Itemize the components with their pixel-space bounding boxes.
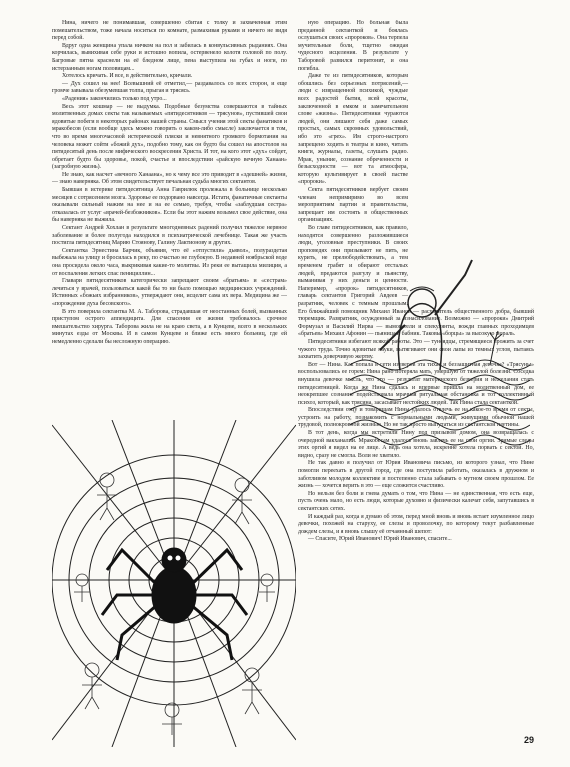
paragraph: Вдруг одна женщина упала ничком на пол и забилась в конвульсивных рыданиях. Она корчилась, вывихивая себе руки и истошно вопила, остервенело колотя головой по полу. Багровые пятна краснели на её бледном лице, пена выступила на губах и ноги, по истерзанным ногам половицам...	[52, 42, 287, 72]
paragraph: — Дух сошел на нее! Всевышний её отметил,— раздавалось со всех сторон, и еще громче завывала обезумевшая толпа, прыгая и трясясь.	[52, 80, 287, 95]
page-number: 29	[523, 735, 534, 745]
paragraph: Бывшая в истерике пятидесятница Анна Гаврилюк пролежала в больнице несколько месяцев с сотрясением мозга. Здоровье ее подорвано навсегда. Истати, фанатичные сектанты оказывали сильный нажим на нее и на ее семью, требуя, чтобы «заблудшая сестра» отказалась от услуг «врачей-безбожников». Если бы этот нажим возымел свое действие, она бы наверняка не выжила.	[52, 187, 287, 224]
paragraph: Нина, ничего не понимавшая, совершенно сбитая с толку и захваченная этим помешательством, тоже начала носиться по комнате, размахивая руками и ничего не видя перед собой.	[52, 20, 287, 42]
paragraph: — Спасите, Юрий Иванович! Юрий Иванович, спасите...	[308, 536, 452, 543]
paragraph: Главари пятидесятников категорически запрещают своим «братьям» и «сестрам» лечиться у врачей, пользоваться какой бы то ни было помощью медицинских учреждений. Истинных «божьих избранников», утверждают они, исцелит сама их вера. Медицина же — «порождение духа бесовского».	[52, 278, 287, 307]
paragraph: В это поверила сектантка М. А. Таборова, страдавшая от неостанных болей, вызванных приступом острого аппендицита. Для спасения ее жизни требовалось срочное вмешательство хирурга. Таборова жила не на краю света, а в Кунцеве, всего в нескольких минутах езды от Москвы. И в самом Кунцеве и ближе есть много больниц, где ей немедленно сделали бы несложную операцию.	[52, 308, 287, 345]
paragraph: И каждый раз, когда я думаю об этом, перед мной вновь и вновь встает изумленное лицо девочки, похожей на старуху, ее слезы и проволочку, по которому текут разбавленные дождем слезы, и я вновь слышу её отчаянный шепот:	[298, 513, 534, 535]
paragraph: Не знаю, как насчет «вечного Ханаана», но к чему все это приводит в «здешней» жизни,— знаю наверняка. Об этом свидетельствует печальная судьба многих сектантов.	[52, 171, 287, 186]
paragraph: Во главе пятидесятников, как правило, находятся совершенно разложившиеся люди, уголовные преступники. В своих проповедях они призывают не пить, не курить, не прелюбодействовать, а тем временем грабят и обирают отсталых людей, предаются разгулу и пьянству, выманивая у них деньги и ценности. Напеример, «пророк» пятидесятников, главарь сектантов Григорий Авдеев — разратник, человек с темным прошлым. Его ближайший помощник Михаил Иванов — расхититель общественного добра, бывший тюремщик. Развратник, осужденный за изнасилование. Возможно — «пророки» Дмитрий Формузал и Василий Нирва — вымогатели и спекулянты, вожди главных проходимцев «братьев» Михаил Афонин — пьяница и бабник. Таковы «борцы» за высокую мораль.	[298, 225, 534, 338]
drowning-person-illustration	[350, 255, 530, 450]
paragraph: Не так давно я получил от Юрия Ивановича письмо, из которого узнал, что Нине помогли переехать в другой город, где она поступила работать, оказалась в дружном и заботливом молодом коллективе и постепенно стала забывать о мутном своем прошлом. Ее жизнь — хочется верить в это — еще сложится счастливо.	[298, 460, 534, 490]
paragraph: Но нельзя без боли и гнева думать о том, что Нина — не единственная, что есть еще, пусть очень мало, но есть люди, которые духовно и физически калечат себя, запутавшись в сектантских сетях.	[298, 490, 534, 512]
paragraph: «Радения» закончились только под утро...	[62, 95, 167, 102]
spider-web-illustration	[52, 420, 296, 747]
paragraph: В тот день, когда мы встретили Нину под призывом домом, она возвращалась с очередной вакханалии. Мракобесам удалось вновь завлечь ее на свои оргии. Зримые следы этих оргий я видел на ее лице. А ведь она хотела, искренне хотела порвать с сектой. Но, видно, сразу не смогла. Воли не хватило.	[298, 430, 534, 459]
paragraph: Хотелось кричать. И все, в действительно, кричали.	[62, 73, 193, 80]
left-text-column	[52, 20, 287, 420]
paragraph: Пятидесятники избегают всякой работы. Это — тунеядцы, стремящиеся прожить за счет чужого труда. Точно ядовитые пауки, вытягивают они свои лапы из темных углов, пытаясь захватить доверчивую жертву.	[298, 338, 534, 361]
paragraph: Вот — Нина. Как попала в сети изуверов эта тихая и беззащитная девочка? «Трясуны» воспользовались ее горем: Нина рано потеряла мать, умершую от тяжелой болезни. Соседка внушила девочке мысль, что это — результат материнского безверия и нежелания стать пятидесятницей. Когда же Нина сдалась и впервые пришла на молитвенный дом, ее неокрепшее сознание подействовала мрачная ритуальная обстановка и тот коллективный психоз, который, как трясина, засасывает нестойких людей. Так Нина стала сектанткой.	[298, 361, 534, 406]
paragraph: Секта пятидесятников вербует своим членам непримиримо во всем мероприятиям партии и правительства, запрещает им состоять в общественных организациях.	[298, 187, 408, 224]
paragraph: Впоследствии отцу и товарищам Нины удалось отвлечь ее на какое-то время от секты, устроить на работу, познакомить с нормальными людьми, живущими обычной нашей трудовой, полнокровной жизнью. Но не так просто выпутаться из сектантской паутины.	[298, 407, 534, 429]
paragraph: Весь этот кошмар — не выдумка. Подобные безумства совершаются в тайных молитвенных домах секты так называемых «пятидесятников — трясунов», пустившей свои ядовитые побеги в некоторых районах нашей страны. Смысл учения этой секты фанатиков и мракобесов (если вообще здесь можно говорить о каком-либо смысле) заключается в том, что во время многочасовой истерической пляски и невнятного громкого бормотания на человека может сойти «божий дух», подобно тому, как он будто бы сошел на апостолов на пятидесятый день после мифического воскресения Христа. И тот, на кого этот «дух» сойдет, обретает будто бы здоровье, покой, счастье и впоследствии «райскую вечную Ханаан» (загробную жизнь).	[52, 103, 287, 171]
paragraph: Сектант Андрей Хохлан в результате многодневных радений получил тяжелое нервное заболевание и более полугода находился в психиатрической лечебнице. Такая же участь постигла пятидесятниц Марию Стоянову, Галину Лактионову и других.	[52, 225, 287, 247]
paragraph: ную операцию. Но больная была преданной сектанткой и боялась ослушаться своих «пророков». Она терпела мучительные боли, тщетно ожидая чудесного исцеления. В результате у Таборовой развился перитонит, и она погибла.	[298, 20, 408, 72]
paragraph: Сектантка Эрнестина Барчик, объявив, что её «отпустили» дьявол», полураздетая выбежала на улицу и бросилась в реку, по счастью не глубокую. В недавней ноябрьской воде она просидела около часа, выкрикивая какие-то молитвы. Из реки ее вытащила милиция, а от воспаления легких спас пенициллин...	[52, 247, 287, 277]
paragraph: Даже те из пятидесятников, которым обошлись без серьезных потрясений,— люди с извращенной психикой, чуждые всех радостей бытия, всей красоты, заключенной в емком и замечательном слове «жизнь». Пятидесятники чураются людей, они лишают себя даже самых простых, самых скромных удовольствий, ибо это «грех». Им строго-настрого запрещено ходить в театры и кино, читать книги, журналы, газеты, слушать радио. Мрак, уныние, сознание обреченности и безысходности — вот та атмосфера, которую культивирует в своей пастве «пророки».	[298, 73, 408, 186]
